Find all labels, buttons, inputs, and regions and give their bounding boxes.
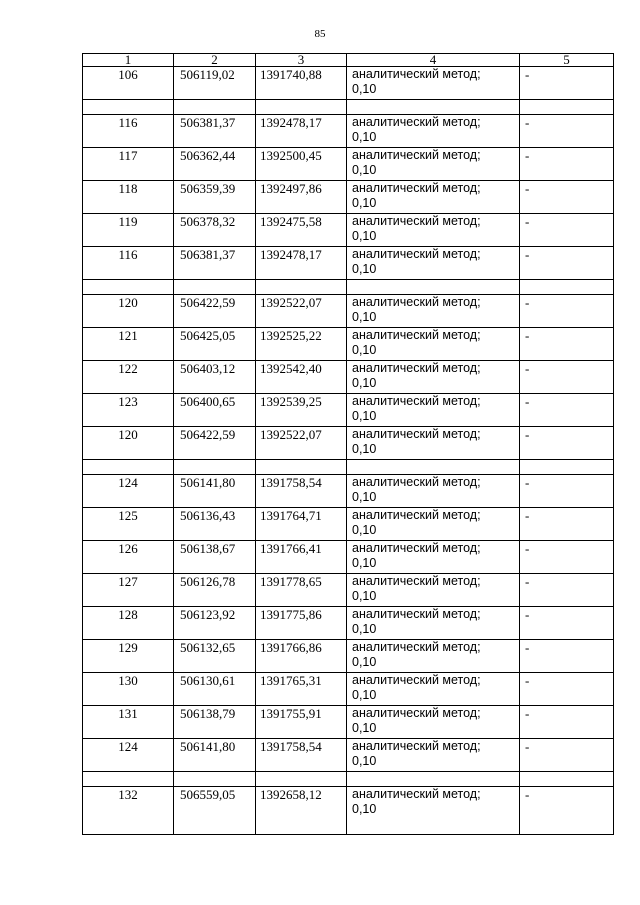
method-cell (347, 673, 520, 706)
empty-cell (256, 460, 347, 475)
x-coordinate-cell: 506359,39 (174, 181, 256, 214)
x-coordinate-cell: 506559,05 (174, 787, 256, 835)
note-cell: - (520, 673, 614, 706)
point-number-cell: 116 (83, 115, 174, 148)
y-coordinate-cell: 1391755,91 (256, 706, 347, 739)
precision-text: 0,10 (352, 130, 377, 144)
y-coordinate-cell: 1392539,25 (256, 394, 347, 427)
note-cell: - (520, 67, 614, 100)
method-text: аналитический метод; (352, 214, 481, 228)
precision-text: 0,10 (352, 310, 377, 324)
method-cell (347, 361, 520, 394)
empty-cell (174, 772, 256, 787)
precision-text: 0,10 (352, 556, 377, 570)
point-number-cell: 122 (83, 361, 174, 394)
point-number-cell: 124 (83, 739, 174, 772)
empty-cell (347, 280, 520, 295)
method-text: аналитический метод; (352, 361, 481, 375)
separator-row (83, 100, 614, 115)
method-text: аналитический метод; (352, 328, 481, 342)
empty-cell (347, 772, 520, 787)
x-coordinate-cell: 506381,37 (174, 247, 256, 280)
method-text: аналитический метод; (352, 508, 481, 522)
precision-text: 0,10 (352, 523, 377, 537)
table-row (83, 361, 614, 394)
table-row (83, 67, 614, 100)
precision-text: 0,10 (352, 721, 377, 735)
separator-row (83, 280, 614, 295)
method-cell (347, 787, 520, 835)
method-text: аналитический метод; (352, 475, 481, 489)
method-cell (347, 328, 520, 361)
method-cell (347, 706, 520, 739)
empty-cell (174, 460, 256, 475)
x-coordinate-cell: 506141,80 (174, 475, 256, 508)
method-cell (347, 508, 520, 541)
method-cell (347, 574, 520, 607)
y-coordinate-cell: 1391758,54 (256, 475, 347, 508)
table-row (83, 607, 614, 640)
precision-text: 0,10 (352, 442, 377, 456)
method-cell (347, 541, 520, 574)
y-coordinate-cell: 1392478,17 (256, 115, 347, 148)
table-body (83, 67, 614, 835)
table-header (83, 54, 614, 67)
method-cell (347, 394, 520, 427)
y-coordinate-cell: 1391778,65 (256, 574, 347, 607)
x-coordinate-cell: 506126,78 (174, 574, 256, 607)
method-text: аналитический метод; (352, 115, 481, 129)
empty-cell (256, 100, 347, 115)
note-cell: - (520, 607, 614, 640)
point-number-cell: 119 (83, 214, 174, 247)
y-coordinate-cell: 1391758,54 (256, 739, 347, 772)
empty-cell (347, 460, 520, 475)
table-row (83, 394, 614, 427)
precision-text: 0,10 (352, 589, 377, 603)
note-cell: - (520, 640, 614, 673)
note-cell: - (520, 787, 614, 835)
method-cell (347, 640, 520, 673)
y-coordinate-cell: 1391766,41 (256, 541, 347, 574)
precision-text: 0,10 (352, 490, 377, 504)
method-cell (347, 607, 520, 640)
method-cell (347, 739, 520, 772)
table-row (83, 508, 614, 541)
x-coordinate-cell: 506141,80 (174, 739, 256, 772)
y-coordinate-cell: 1392478,17 (256, 247, 347, 280)
method-cell (347, 214, 520, 247)
precision-text: 0,10 (352, 622, 377, 636)
method-text: аналитический метод; (352, 427, 481, 441)
method-text: аналитический метод; (352, 673, 481, 687)
table-row (83, 739, 614, 772)
method-text: аналитический метод; (352, 67, 481, 81)
table-row (83, 328, 614, 361)
y-coordinate-cell: 1391764,71 (256, 508, 347, 541)
table-row (83, 247, 614, 280)
y-coordinate-cell: 1392525,22 (256, 328, 347, 361)
method-cell (347, 295, 520, 328)
y-coordinate-cell: 1391740,88 (256, 67, 347, 100)
x-coordinate-cell: 506119,02 (174, 67, 256, 100)
note-cell: - (520, 361, 614, 394)
x-coordinate-cell: 506138,79 (174, 706, 256, 739)
method-text: аналитический метод; (352, 607, 481, 621)
y-coordinate-cell: 1392658,12 (256, 787, 347, 835)
table-row (83, 295, 614, 328)
y-coordinate-cell: 1392542,40 (256, 361, 347, 394)
empty-cell (520, 460, 614, 475)
precision-text: 0,10 (352, 754, 377, 768)
table-row (83, 148, 614, 181)
method-cell (347, 427, 520, 460)
point-number-cell: 131 (83, 706, 174, 739)
point-number-cell: 121 (83, 328, 174, 361)
table-row (83, 214, 614, 247)
method-text: аналитический метод; (352, 247, 481, 261)
column-header-3: 3 (256, 54, 347, 67)
empty-cell (520, 772, 614, 787)
x-coordinate-cell: 506422,59 (174, 427, 256, 460)
empty-cell (83, 100, 174, 115)
note-cell: - (520, 427, 614, 460)
point-number-cell: 127 (83, 574, 174, 607)
page-number: 85 (314, 28, 326, 40)
point-number-cell: 126 (83, 541, 174, 574)
x-coordinate-cell: 506362,44 (174, 148, 256, 181)
point-number-cell: 123 (83, 394, 174, 427)
point-number-cell: 128 (83, 607, 174, 640)
note-cell: - (520, 148, 614, 181)
y-coordinate-cell: 1391766,86 (256, 640, 347, 673)
point-number-cell: 124 (83, 475, 174, 508)
precision-text: 0,10 (352, 376, 377, 390)
method-cell (347, 148, 520, 181)
note-cell: - (520, 328, 614, 361)
x-coordinate-cell: 506378,32 (174, 214, 256, 247)
note-cell: - (520, 739, 614, 772)
point-number-cell: 118 (83, 181, 174, 214)
separator-row (83, 772, 614, 787)
empty-cell (256, 772, 347, 787)
table-row (83, 574, 614, 607)
empty-cell (83, 460, 174, 475)
note-cell: - (520, 475, 614, 508)
precision-text: 0,10 (352, 163, 377, 177)
point-number-cell: 116 (83, 247, 174, 280)
point-number-cell: 130 (83, 673, 174, 706)
method-text: аналитический метод; (352, 574, 481, 588)
y-coordinate-cell: 1392475,58 (256, 214, 347, 247)
note-cell: - (520, 115, 614, 148)
method-text: аналитический метод; (352, 295, 481, 309)
note-cell: - (520, 295, 614, 328)
table-row (83, 115, 614, 148)
table-row (83, 787, 614, 835)
point-number-cell: 106 (83, 67, 174, 100)
x-coordinate-cell: 506400,65 (174, 394, 256, 427)
precision-text: 0,10 (352, 655, 377, 669)
precision-text: 0,10 (352, 802, 377, 816)
column-header-5: 5 (520, 54, 614, 67)
note-cell: - (520, 247, 614, 280)
method-cell (347, 247, 520, 280)
method-cell (347, 475, 520, 508)
method-text: аналитический метод; (352, 148, 481, 162)
table-row (83, 181, 614, 214)
method-text: аналитический метод; (352, 181, 481, 195)
table-row (83, 475, 614, 508)
y-coordinate-cell: 1392522,07 (256, 427, 347, 460)
precision-text: 0,10 (352, 196, 377, 210)
note-cell: - (520, 508, 614, 541)
method-text: аналитический метод; (352, 787, 481, 801)
method-cell (347, 115, 520, 148)
column-header-1: 1 (83, 54, 174, 67)
x-coordinate-cell: 506136,43 (174, 508, 256, 541)
column-header-2: 2 (174, 54, 256, 67)
x-coordinate-cell: 506138,67 (174, 541, 256, 574)
note-cell: - (520, 214, 614, 247)
table-row (83, 706, 614, 739)
empty-cell (256, 280, 347, 295)
x-coordinate-cell: 506381,37 (174, 115, 256, 148)
y-coordinate-cell: 1392497,86 (256, 181, 347, 214)
table-row (83, 640, 614, 673)
column-header-4: 4 (347, 54, 520, 67)
method-text: аналитический метод; (352, 640, 481, 654)
table-row (83, 673, 614, 706)
precision-text: 0,10 (352, 688, 377, 702)
precision-text: 0,10 (352, 409, 377, 423)
note-cell: - (520, 394, 614, 427)
method-cell (347, 67, 520, 100)
empty-cell (83, 280, 174, 295)
method-text: аналитический метод; (352, 706, 481, 720)
method-text: аналитический метод; (352, 394, 481, 408)
precision-text: 0,10 (352, 343, 377, 357)
point-number-cell: 125 (83, 508, 174, 541)
table-row (83, 541, 614, 574)
x-coordinate-cell: 506123,92 (174, 607, 256, 640)
note-cell: - (520, 574, 614, 607)
x-coordinate-cell: 506130,61 (174, 673, 256, 706)
separator-row (83, 460, 614, 475)
coordinates-table (82, 53, 614, 835)
empty-cell (520, 280, 614, 295)
y-coordinate-cell: 1392522,07 (256, 295, 347, 328)
y-coordinate-cell: 1391775,86 (256, 607, 347, 640)
precision-text: 0,10 (352, 262, 377, 276)
point-number-cell: 117 (83, 148, 174, 181)
point-number-cell: 129 (83, 640, 174, 673)
note-cell: - (520, 181, 614, 214)
empty-cell (83, 772, 174, 787)
precision-text: 0,10 (352, 229, 377, 243)
point-number-cell: 120 (83, 427, 174, 460)
empty-cell (520, 100, 614, 115)
point-number-cell: 120 (83, 295, 174, 328)
method-text: аналитический метод; (352, 739, 481, 753)
point-number-cell: 132 (83, 787, 174, 835)
note-cell: - (520, 541, 614, 574)
empty-cell (174, 100, 256, 115)
table-row (83, 427, 614, 460)
method-cell (347, 181, 520, 214)
x-coordinate-cell: 506425,05 (174, 328, 256, 361)
x-coordinate-cell: 506422,59 (174, 295, 256, 328)
precision-text: 0,10 (352, 82, 377, 96)
y-coordinate-cell: 1391765,31 (256, 673, 347, 706)
x-coordinate-cell: 506403,12 (174, 361, 256, 394)
note-cell: - (520, 706, 614, 739)
y-coordinate-cell: 1392500,45 (256, 148, 347, 181)
method-text: аналитический метод; (352, 541, 481, 555)
empty-cell (347, 100, 520, 115)
x-coordinate-cell: 506132,65 (174, 640, 256, 673)
empty-cell (174, 280, 256, 295)
